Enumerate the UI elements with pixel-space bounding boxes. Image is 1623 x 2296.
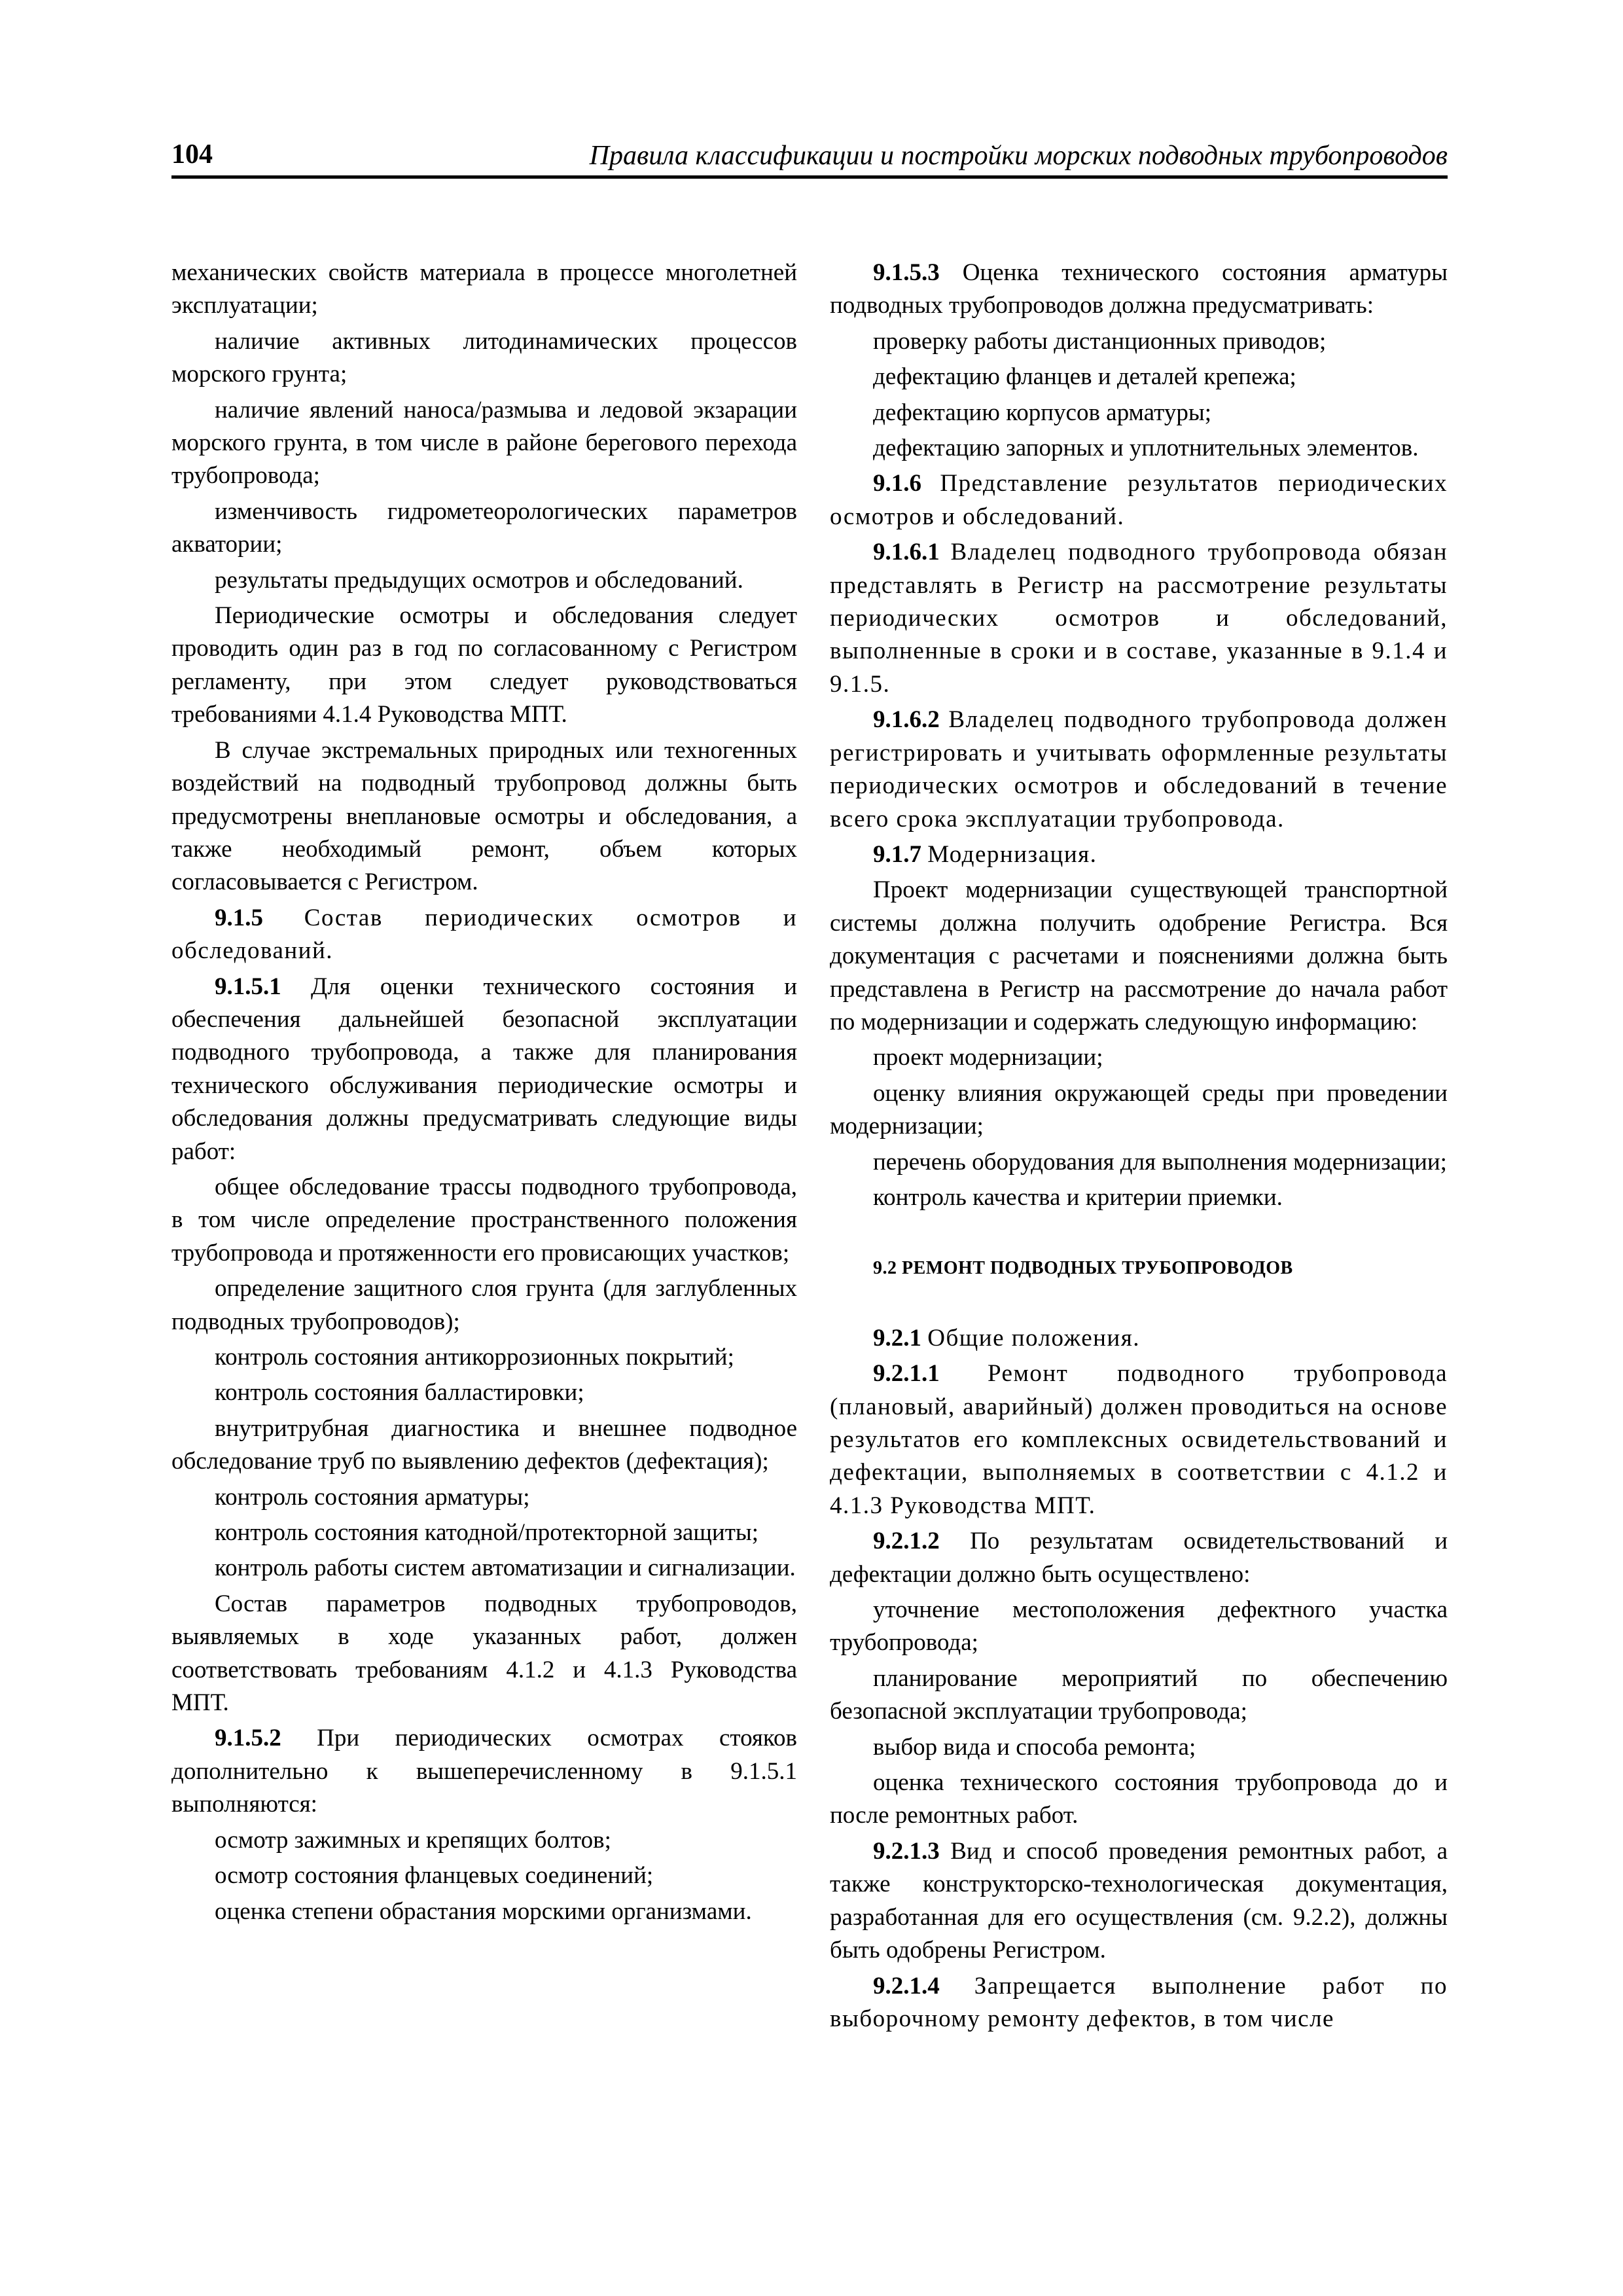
list-item: определение защитного слоя грунта (для заглубленных подводных трубопроводов); — [171, 1275, 797, 1335]
paragraph: механических свойств материала в процессе многолетней эксплуатации; — [171, 259, 797, 319]
paragraph: Периодические осмотры и обследования следует проводить один раз в год по согласованному с Регистром регламенту, при этом следует руководствоваться требованиями 4.1.4 Руководства МПТ. — [171, 602, 797, 728]
clause-number: 9.2.1.4 — [873, 1972, 940, 2000]
header-rule — [171, 175, 1448, 179]
clause-9-2-1-2: 9.2.1.2 По результатам освидетельствований и дефектации должно быть осуществлено: — [830, 1528, 1448, 1588]
clause-number: 9.1.5.2 — [215, 1725, 281, 1752]
clause-number: 9.1.5.1 — [215, 973, 281, 1000]
list-item: оценку влияния окружающей среды при проведении модернизации; — [830, 1079, 1448, 1140]
page-header — [171, 139, 1448, 178]
clause-number: 9.1.7 — [873, 840, 921, 868]
list-item: проверку работы дистанционных приводов; — [873, 327, 1327, 355]
list-item: оценка степени обрастания морскими организмами. — [215, 1897, 752, 1925]
clause-number: 9.2.1.3 — [873, 1837, 940, 1865]
list-item: внутритрубная диагностика и внешнее подводное обследование труб по выявлению дефектов (дефектация); — [171, 1414, 797, 1475]
clause-9-1-5-2: 9.1.5.2 При периодических осмотрах стояков дополнительно к вышеперечисленному в 9.1.5.1 выполняются: — [171, 1725, 797, 1818]
clause-number: 9.2.1.2 — [873, 1528, 940, 1555]
list-item: дефектацию корпусов арматуры; — [873, 399, 1211, 426]
clause-9-1-5: 9.1.5 Состав периодических осмотров и обследований. — [171, 904, 797, 965]
right-column — [830, 257, 1448, 2038]
list-item: контроль состояния антикоррозионных покрытий; — [215, 1344, 734, 1371]
clause-number: 9.1.6.2 — [873, 706, 940, 734]
clause-9-1-6-2: 9.1.6.2 Владелец подводного трубопровода должен регистрировать и учитывать оформленные результаты периодических осмотров и обследований в течение всего срока эксплуатации трубопровода. — [830, 706, 1448, 833]
clause-9-2-1: 9.2.1 Общие положения. — [873, 1324, 1140, 1352]
list-item: проект модернизации; — [873, 1044, 1103, 1071]
list-item: выбор вида и способа ремонта; — [873, 1733, 1196, 1761]
paragraph: Состав параметров подводных трубопроводов, выявляемых в ходе указанных работ, должен соответствовать требованиям 4.1.2 и 4.1.3 Руководства МПТ. — [171, 1590, 797, 1717]
list-item: осмотр зажимных и крепящих болтов; — [215, 1826, 611, 1854]
left-column — [171, 257, 797, 1931]
list-item: перечень оборудования для выполнения модернизации; — [873, 1148, 1447, 1175]
paragraph: наличие активных литодинамических процессов морского грунта; — [171, 327, 797, 388]
paragraph: наличие явлений наноса/размыва и ледовой экзарации морского грунта, в том числе в районе берегового перехода трубопровода; — [171, 396, 797, 490]
list-item: контроль качества и критерии приемки. — [873, 1183, 1283, 1211]
clause-9-2-1-3: 9.2.1.3 Вид и способ проведения ремонтных работ, а также конструкторско-технологическая документация, разработанная для его осуществления (см. 9.2.2), должны быть одобрены Регистром. — [830, 1837, 1448, 1964]
clause-9-1-6-1: 9.1.6.1 Владелец подводного трубопровода обязан представлять в Регистр на рассмотрение результаты периодических осмотров и обследований, выполненные в сроки и в составе, указанные в 9.1.4 и 9.1.5. — [830, 539, 1448, 698]
list-item: дефектацию фланцев и деталей крепежа; — [873, 363, 1296, 391]
clause-9-2-1-1: 9.2.1.1 Ремонт подводного трубопровода (плановый, аварийный) должен проводиться на основе результатов его комплексных освидетельствований и дефектации, выполняемых в соответствии с 4.1.2 и 4.1.3 Руководства МПТ. — [830, 1360, 1448, 1519]
clause-9-1-7: 9.1.7 Модернизация. — [873, 840, 1097, 868]
page-number: 104 — [171, 139, 213, 170]
clause-number: 9.1.5 — [215, 904, 263, 931]
list-item: контроль состояния балластировки; — [215, 1379, 584, 1407]
list-item: планирование мероприятий по обеспечению безопасной эксплуатации трубопровода; — [830, 1664, 1448, 1725]
section-heading: 9.2 РЕМОНТ ПОДВОДНЫХ ТРУБОПРОВОДОВ — [873, 1258, 1293, 1279]
list-item: дефектацию запорных и уплотнительных элементов. — [873, 435, 1419, 462]
clause-9-1-5-1: 9.1.5.1 Для оценки технического состояния и обеспечения дальнейшей безопасной эксплуатации подводного трубопровода, а также для планирования технического обслуживания периодические осмотры и обследования должны предусматривать следующие виды работ: — [171, 973, 798, 1165]
list-item: контроль работы систем автоматизации и сигнализации. — [215, 1554, 796, 1582]
paragraph: результаты предыдущих осмотров и обследований. — [215, 566, 743, 594]
clause-number: 9.1.5.3 — [873, 259, 940, 286]
clause-9-2-1-4: 9.2.1.4 Запрещается выполнение работ по выборочному ремонту дефектов, в том числе — [830, 1972, 1448, 2032]
paragraph: изменчивость гидрометеорологических параметров акватории; — [171, 497, 797, 558]
list-item: оценка технического состояния трубопровода до и после ремонтных работ. — [830, 1769, 1448, 1829]
list-item: контроль состояния арматуры; — [215, 1483, 530, 1511]
list-item: осмотр состояния фланцевых соединений; — [215, 1862, 654, 1890]
clause-number: 9.1.6 — [873, 470, 921, 497]
running-title: Правила классификации и постройки морских подводных трубопроводов — [589, 141, 1448, 171]
clause-9-1-5-3: 9.1.5.3 Оценка технического состояния арматуры подводных трубопроводов должна предусматривать: — [830, 259, 1448, 319]
clause-number: 9.1.6.1 — [873, 539, 940, 566]
paragraph: Проект модернизации существующей транспортной системы должна получить одобрение Регистра. Вся документация с расчетами и пояснениями должна быть представлена в Регистр на рассмотрение до начала работ по модернизации и содержать следующую информацию: — [830, 876, 1448, 1035]
paragraph: В случае экстремальных природных или техногенных воздействий на подводный трубопровод должны быть предусмотрены внеплановые осмотры и обследования, а также необходимый ремонт, объем которых согласовывается с Регистром. — [171, 736, 797, 896]
clause-number: 9.2.1.1 — [873, 1360, 940, 1388]
list-item: контроль состояния катодной/протекторной защиты; — [215, 1519, 759, 1547]
list-item: уточнение местоположения дефектного участка трубопровода; — [830, 1596, 1448, 1657]
list-item: общее обследование трассы подводного трубопровода, в том числе определение пространственного положения трубопровода и протяженности его провисающих участков; — [171, 1173, 797, 1266]
clause-number: 9.2.1 — [873, 1324, 921, 1352]
clause-9-1-6: 9.1.6 Представление результатов периодических осмотров и обследований. — [830, 470, 1448, 530]
